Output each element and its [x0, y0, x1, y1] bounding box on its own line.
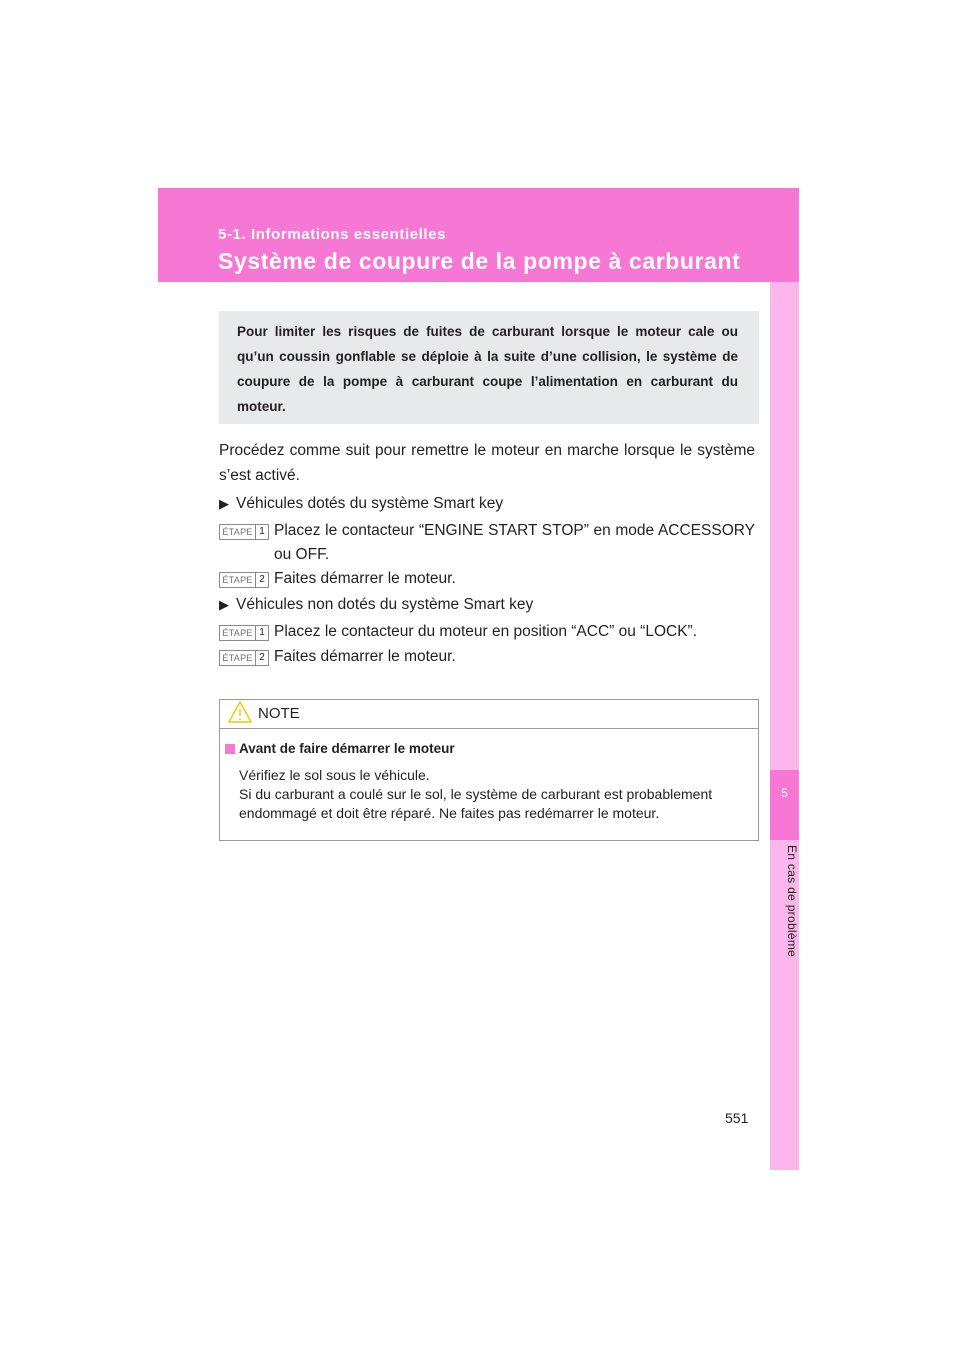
- step-badge: [219, 572, 269, 588]
- note-heading: Avant de faire démarrer le moteur: [239, 741, 455, 756]
- group-title-text: Véhicules non dotés du système Smart key: [236, 596, 534, 613]
- note-line: Si du carburant a coulé sur le sol, le système de carburant est probablement endommagé et doit être réparé. Ne faites pas redémarrer le moteur.: [239, 786, 713, 821]
- note-line: Vérifiez le sol sous le véhicule.: [239, 767, 430, 783]
- step-badge-number: 1: [255, 626, 268, 640]
- body-paragraph: Procédez comme suit pour remettre le moteur en marche lorsque le système s’est activé.: [219, 442, 755, 484]
- step-text: Placez le contacteur “ENGINE START STOP” en mode ACCESSORY ou OFF.: [274, 522, 755, 563]
- step-text: Faites démarrer le moteur.: [274, 648, 456, 665]
- side-tab-top: [770, 282, 799, 770]
- arrow-right-icon: ▶: [219, 597, 229, 612]
- chapter-number-tab[interactable]: [770, 770, 799, 840]
- step-badge: [219, 625, 269, 641]
- step-text: Placez le contacteur du moteur en position “ACC” ou “LOCK”.: [274, 623, 697, 640]
- step-badge-label: ÉTAPE: [222, 527, 253, 537]
- note-divider: [219, 728, 759, 729]
- section-label: 5-1. Informations essentielles: [218, 226, 447, 243]
- page-number: 551: [725, 1110, 749, 1126]
- group-title: [219, 596, 533, 614]
- step-badge: [219, 650, 269, 666]
- chapter-label: En cas de problème: [785, 845, 799, 958]
- step-badge-number: 2: [255, 651, 268, 665]
- step-badge-label: ÉTAPE: [222, 653, 253, 663]
- step-badge-label: ÉTAPE: [222, 575, 253, 585]
- intro-text: Pour limiter les risques de fuites de carburant lorsque le moteur cale ou qu’un coussin gonflable se déploie à la suite d’une collision, le système de coupure de la pompe à carburant coupe l’alimentation en carburant du moteur.: [237, 324, 738, 414]
- note-bullet-square: [225, 744, 235, 754]
- step-badge-label: ÉTAPE: [222, 628, 253, 638]
- page-title: Système de coupure de la pompe à carburant: [218, 248, 741, 274]
- group-title-text: Véhicules dotés du système Smart key: [236, 495, 504, 512]
- note-title: NOTE: [258, 705, 300, 722]
- step-badge-number: 2: [255, 573, 268, 587]
- step-badge-number: 1: [255, 525, 268, 539]
- arrow-right-icon: ▶: [219, 496, 229, 511]
- warning-triangle-icon: [227, 700, 253, 724]
- step-text: Faites démarrer le moteur.: [274, 570, 456, 587]
- chapter-number: 5: [781, 786, 788, 800]
- group-title: [219, 495, 503, 513]
- step-badge: [219, 524, 269, 540]
- note-body: [239, 766, 755, 823]
